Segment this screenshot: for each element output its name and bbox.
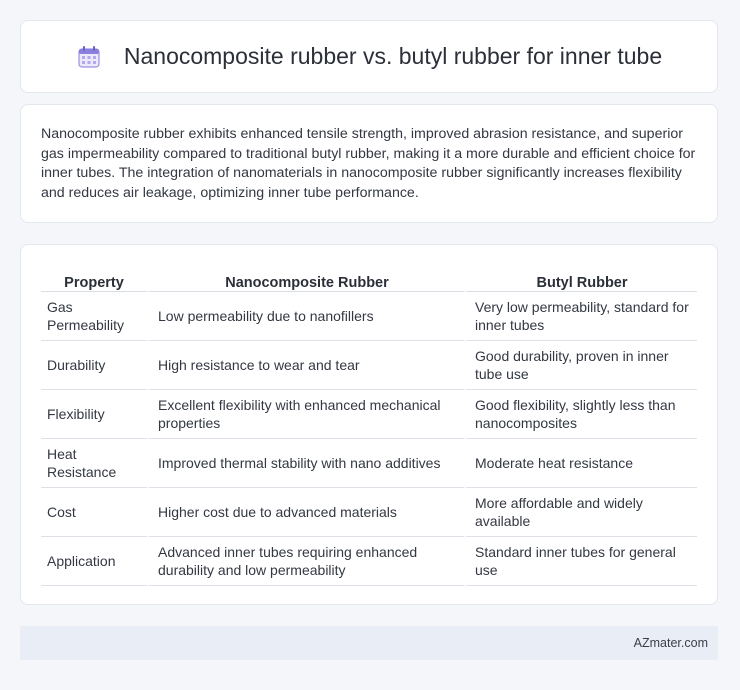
- table-row: [41, 537, 697, 586]
- title-card: [20, 20, 718, 93]
- table-row: [41, 390, 697, 439]
- table-header-row: [41, 265, 697, 292]
- cell-butyl: More affordable and widely available: [464, 488, 697, 537]
- cell-butyl: Good flexibility, slightly less than nanocomposites: [464, 390, 697, 439]
- cell-butyl: Moderate heat resistance: [464, 439, 697, 488]
- header-butyl: Butyl Rubber: [464, 265, 697, 292]
- comparison-table-card: [20, 244, 718, 605]
- cell-property: Application: [41, 537, 147, 586]
- cell-property: Durability: [41, 341, 147, 390]
- cell-property: Flexibility: [41, 390, 147, 439]
- cell-butyl: Very low permeability, standard for inner tubes: [464, 292, 697, 341]
- footer-brand[interactable]: AZmater.com: [633, 636, 708, 650]
- cell-property: Heat Resistance: [41, 439, 147, 488]
- cell-nanocomposite: Higher cost due to advanced materials: [147, 488, 464, 537]
- cell-nanocomposite: Advanced inner tubes requiring enhanced durability and low permeability: [147, 537, 464, 586]
- cell-nanocomposite: Low permeability due to nanofillers: [147, 292, 464, 341]
- cell-nanocomposite: Improved thermal stability with nano additives: [147, 439, 464, 488]
- cell-butyl: Good durability, proven in inner tube use: [464, 341, 697, 390]
- cell-property: Cost: [41, 488, 147, 537]
- header-nanocomposite: Nanocomposite Rubber: [147, 265, 464, 292]
- page-title: Nanocomposite rubber vs. butyl rubber for inner tube: [123, 43, 663, 69]
- intro-card: [20, 104, 718, 223]
- cell-nanocomposite: High resistance to wear and tear: [147, 341, 464, 390]
- cell-butyl: Standard inner tubes for general use: [464, 537, 697, 586]
- calendar-icon: [76, 44, 102, 70]
- table-row: [41, 439, 697, 488]
- footer-bar: [20, 626, 718, 660]
- table-row: [41, 341, 697, 390]
- table-row: [41, 292, 697, 341]
- header-property: Property: [41, 265, 147, 292]
- cell-property: Gas Permeability: [41, 292, 147, 341]
- cell-nanocomposite: Excellent flexibility with enhanced mechanical properties: [147, 390, 464, 439]
- comparison-table: [41, 265, 697, 586]
- table-row: [41, 488, 697, 537]
- intro-text: Nanocomposite rubber exhibits enhanced tensile strength, improved abrasion resistance, and superior gas impermeability compared to traditional butyl rubber, making it a more durable and efficient choice for inner tubes. The integration of nanomaterials in nanocomposite rubber significantly increases flexibility and reduces air leakage, optimizing inner tube performance.: [41, 126, 696, 201]
